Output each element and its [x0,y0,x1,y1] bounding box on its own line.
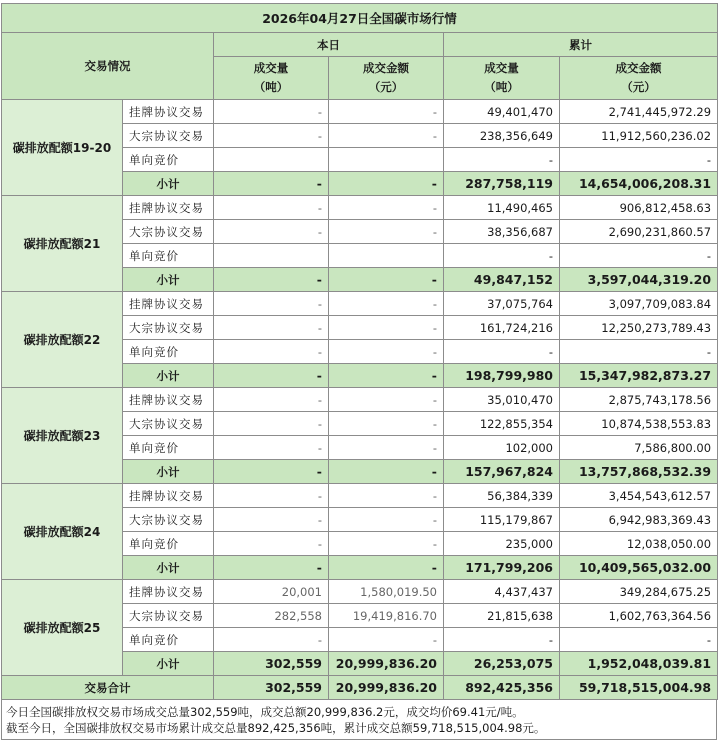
cum-volume-cell: 21,815,638 [444,604,560,628]
cum-amount-cell: 2,875,743,178.56 [560,388,718,412]
subtotal-label: 小计 [123,652,214,676]
today-amount-header [329,57,444,100]
today-amount-cell: - [329,340,444,364]
today-volume-cell: - [214,340,329,364]
cum-volume-cell: - [444,148,560,172]
subtotal-today-volume: - [214,364,329,388]
today-volume-cell [214,148,329,172]
total-row [2,676,718,700]
cum-volume-cell: 4,437,437 [444,580,560,604]
cum-amount-cell: - [560,340,718,364]
subtotal-label: 小计 [123,556,214,580]
cum-amount-cell: 2,690,231,860.57 [560,220,718,244]
trade-type-label: 挂牌协议交易 [123,484,214,508]
subtotal-today-volume: - [214,268,329,292]
subtotal-cum-amount: 13,757,868,532.39 [560,460,718,484]
group-label: 碳排放配额24 [2,484,123,580]
today-amount-cell: - [329,292,444,316]
cum-amount-cell: 2,741,445,972.29 [560,100,718,124]
subtotal-label: 小计 [123,460,214,484]
today-amount-cell: - [329,484,444,508]
cum-volume-cell: 102,000 [444,436,560,460]
today-amount-cell: - [329,436,444,460]
cum-amount-unit: （元） [621,80,656,94]
subtotal-cum-amount: 3,597,044,319.20 [560,268,718,292]
today-amount-cell: - [329,532,444,556]
cum-volume-header [444,57,560,100]
cum-amount-cell: 6,942,983,369.43 [560,508,718,532]
cum-volume-label: 成交量 [484,61,519,75]
today-volume-cell: - [214,436,329,460]
trade-type-label: 大宗协议交易 [123,220,214,244]
today-amount-cell: 19,419,816.70 [329,604,444,628]
today-volume-cell: - [214,292,329,316]
cum-amount-cell: 349,284,675.25 [560,580,718,604]
today-volume-cell [214,244,329,268]
today-amount-cell [329,148,444,172]
page-title: 2026年04月27日全国碳市场行情 [2,4,718,33]
cum-volume-cell: - [444,628,560,652]
cum-volume-cell: 122,855,354 [444,412,560,436]
subtotal-today-amount: - [329,556,444,580]
subtotal-label: 小计 [123,172,214,196]
group-label: 碳排放配额21 [2,196,123,292]
cum-volume-unit: （吨） [484,80,519,94]
trade-type-label: 大宗协议交易 [123,604,214,628]
cum-volume-cell: 235,000 [444,532,560,556]
today-volume-cell: - [214,388,329,412]
cum-amount-cell: 7,586,800.00 [560,436,718,460]
subtotal-label: 小计 [123,364,214,388]
today-volume-cell: - [214,220,329,244]
cumulative-header: 累计 [444,33,718,57]
cum-amount-cell: 3,097,709,083.84 [560,292,718,316]
today-amount-label: 成交金额 [363,61,409,75]
cum-volume-cell: - [444,244,560,268]
subtotal-cum-volume: 26,253,075 [444,652,560,676]
today-amount-cell: - [329,628,444,652]
today-volume-cell: 20,001 [214,580,329,604]
cum-volume-cell: - [444,340,560,364]
trade-type-label: 挂牌协议交易 [123,100,214,124]
table-row [2,292,718,316]
cum-amount-cell: 12,250,273,789.43 [560,316,718,340]
subtotal-label: 小计 [123,268,214,292]
today-volume-label: 成交量 [253,61,289,75]
today-volume-cell: - [214,316,329,340]
table-row [2,580,718,604]
today-volume-header [214,57,329,100]
cum-volume-cell: 56,384,339 [444,484,560,508]
cum-amount-cell: 1,602,763,364.56 [560,604,718,628]
subtotal-cum-amount: 1,952,048,039.81 [560,652,718,676]
cum-amount-cell: 12,038,050.00 [560,532,718,556]
total-cum-volume: 892,425,356 [444,676,560,700]
cum-volume-cell: 238,356,649 [444,124,560,148]
trade-type-label: 大宗协议交易 [123,124,214,148]
today-volume-cell: - [214,412,329,436]
cum-volume-cell: 49,401,470 [444,100,560,124]
subtotal-today-amount: 20,999,836.20 [329,652,444,676]
market-table [1,3,718,700]
title-row [2,4,718,33]
header-row-main [2,33,718,57]
summary-notes [1,700,717,740]
trade-type-label: 单向竞价 [123,436,214,460]
today-volume-cell: - [214,532,329,556]
group-label: 碳排放配额19-20 [2,100,123,196]
today-volume-cell: 282,558 [214,604,329,628]
total-today-volume: 302,559 [214,676,329,700]
market-report [1,3,717,740]
trade-type-label: 挂牌协议交易 [123,388,214,412]
cum-amount-header [560,57,718,100]
cum-volume-cell: 35,010,470 [444,388,560,412]
trade-type-label: 大宗协议交易 [123,508,214,532]
trade-type-label: 单向竞价 [123,244,214,268]
trade-type-label: 挂牌协议交易 [123,580,214,604]
today-volume-unit: （吨） [253,80,289,94]
total-cum-amount: 59,718,515,004.98 [560,676,718,700]
subtotal-cum-amount: 15,347,982,873.27 [560,364,718,388]
cum-volume-cell: 161,724,216 [444,316,560,340]
cum-volume-cell: 11,490,465 [444,196,560,220]
trade-type-label: 挂牌协议交易 [123,292,214,316]
cum-volume-cell: 115,179,867 [444,508,560,532]
cum-amount-cell: 11,912,560,236.02 [560,124,718,148]
subtotal-cum-volume: 157,967,824 [444,460,560,484]
total-label: 交易合计 [2,676,214,700]
trade-type-label: 大宗协议交易 [123,412,214,436]
today-volume-cell: - [214,100,329,124]
today-amount-cell: - [329,316,444,340]
today-amount-cell: - [329,388,444,412]
subtotal-today-volume: - [214,460,329,484]
summary-note-cumulative: 截至今日，全国碳排放权交易市场累计成交总量892,425,356吨，累计成交总额59,718,515,004.98元。 [6,721,546,735]
table-row [2,196,718,220]
table-row [2,100,718,124]
group-label: 碳排放配额25 [2,580,123,676]
trade-type-label: 单向竞价 [123,340,214,364]
today-volume-cell: - [214,484,329,508]
subtotal-today-amount: - [329,364,444,388]
today-amount-cell: - [329,100,444,124]
subtotal-cum-volume: 171,799,206 [444,556,560,580]
today-amount-cell: - [329,220,444,244]
today-volume-cell: - [214,124,329,148]
today-amount-cell: - [329,124,444,148]
today-amount-unit: （元） [368,80,404,94]
total-today-amount: 20,999,836.20 [329,676,444,700]
trade-type-label: 单向竞价 [123,532,214,556]
cum-amount-cell: - [560,628,718,652]
subtotal-cum-amount: 14,654,006,208.31 [560,172,718,196]
cum-amount-cell: - [560,148,718,172]
today-amount-cell: - [329,412,444,436]
cum-amount-cell: 3,454,543,612.57 [560,484,718,508]
subtotal-today-volume: - [214,172,329,196]
trade-type-label: 单向竞价 [123,628,214,652]
subtotal-today-amount: - [329,268,444,292]
subtotal-cum-amount: 10,409,565,032.00 [560,556,718,580]
group-label: 碳排放配额23 [2,388,123,484]
cum-amount-label: 成交金额 [615,61,662,75]
subtotal-cum-volume: 198,799,980 [444,364,560,388]
trade-type-label: 大宗协议交易 [123,316,214,340]
cum-amount-cell: 10,874,538,553.83 [560,412,718,436]
today-amount-cell: - [329,508,444,532]
subtotal-cum-volume: 287,758,119 [444,172,560,196]
today-amount-cell [329,244,444,268]
today-volume-cell: - [214,628,329,652]
trade-info-header: 交易情况 [2,33,214,100]
subtotal-today-amount: - [329,460,444,484]
today-amount-cell: - [329,196,444,220]
subtotal-today-volume: - [214,556,329,580]
trade-type-label: 单向竞价 [123,148,214,172]
cum-volume-cell: 38,356,687 [444,220,560,244]
subtotal-today-amount: - [329,172,444,196]
cum-amount-cell: - [560,244,718,268]
group-label: 碳排放配额22 [2,292,123,388]
subtotal-cum-volume: 49,847,152 [444,268,560,292]
summary-note-today: 今日全国碳排放权交易市场成交总量302,559吨，成交总额20,999,836.2元，成交均价69.41元/吨。 [6,705,524,719]
today-volume-cell: - [214,508,329,532]
subtotal-today-volume: 302,559 [214,652,329,676]
table-row [2,388,718,412]
today-volume-cell: - [214,196,329,220]
table-row [2,484,718,508]
today-amount-cell: 1,580,019.50 [329,580,444,604]
market-table-body [2,4,718,700]
trade-type-label: 挂牌协议交易 [123,196,214,220]
cum-amount-cell: 906,812,458.63 [560,196,718,220]
cum-volume-cell: 37,075,764 [444,292,560,316]
today-header: 本日 [214,33,444,57]
